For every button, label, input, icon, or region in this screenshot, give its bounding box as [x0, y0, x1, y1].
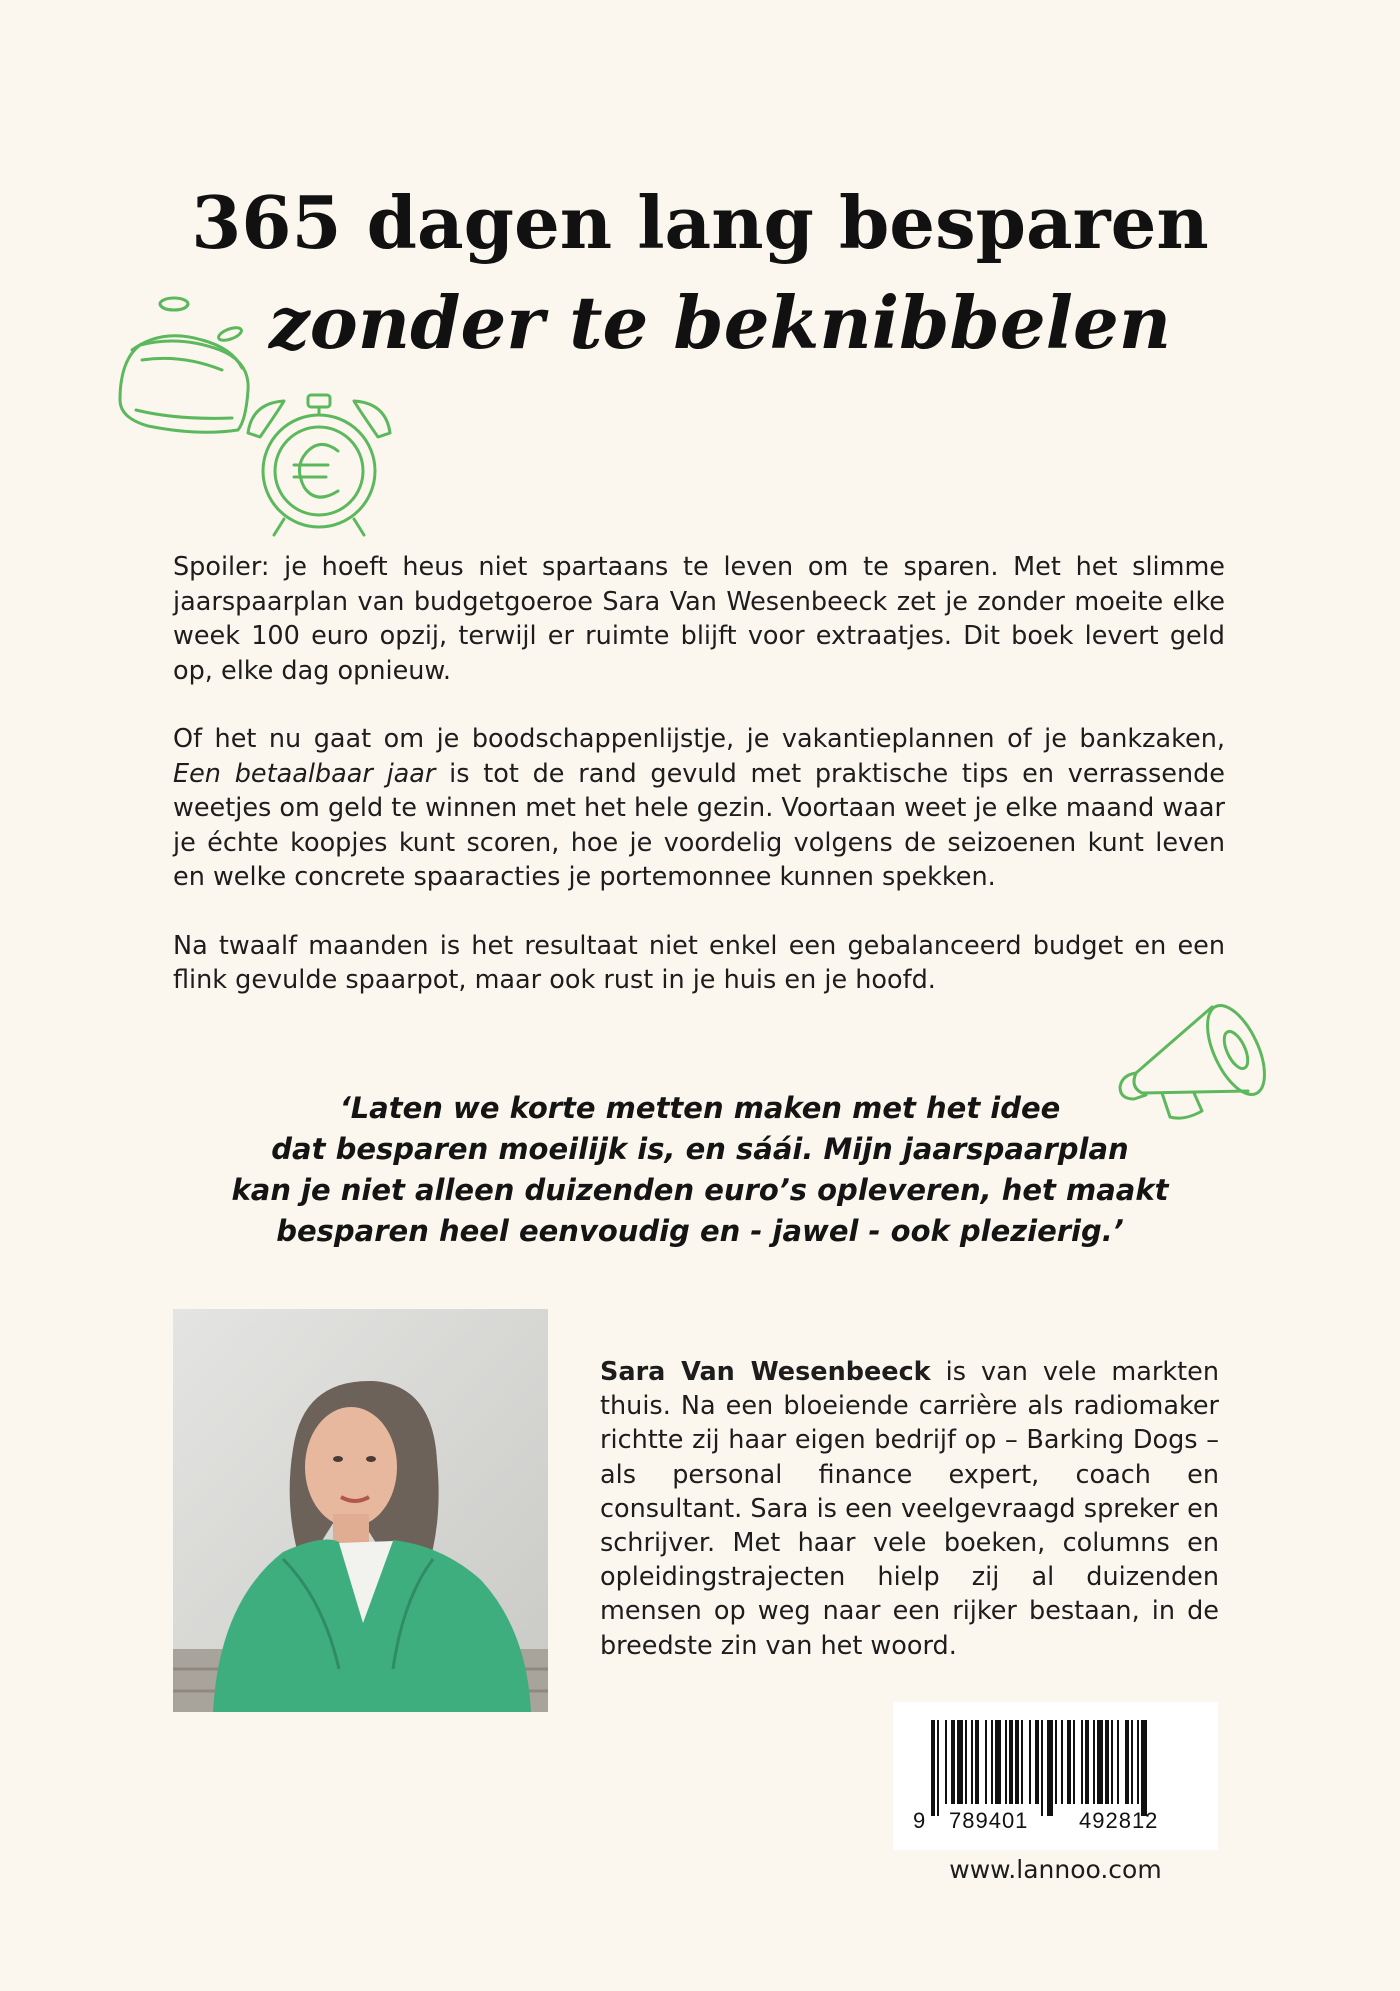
barcode-bar	[995, 1720, 1001, 1804]
barcode-bar	[957, 1720, 963, 1804]
barcode-bar	[1093, 1720, 1095, 1804]
barcode-bar	[1029, 1720, 1031, 1804]
barcode-group-1: 789401	[949, 1808, 1029, 1833]
author-photo	[173, 1309, 548, 1712]
quote-line: besparen heel eenvoudig en - jawel - ook plezierig.’	[276, 1214, 1124, 1248]
barcode-bar	[1105, 1720, 1109, 1804]
barcode-bar	[1085, 1720, 1089, 1804]
barcode-bar	[975, 1720, 979, 1804]
author-quote	[195, 1088, 1205, 1252]
author-name: Sara Van Wesenbeeck	[600, 1357, 931, 1387]
book-subtitle: zonder te beknibbelen	[268, 280, 1172, 365]
paragraph-content-start: Of het nu gaat om je boodschappenlijstje, je vakantieplannen of je bankzaken,	[173, 724, 1225, 754]
barcode-bar	[1125, 1720, 1129, 1804]
barcode-bar	[1111, 1720, 1113, 1804]
barcode-bar	[1035, 1720, 1039, 1804]
barcode-bar	[937, 1720, 939, 1816]
author-bio	[600, 1355, 1219, 1663]
barcode-bar	[985, 1720, 987, 1804]
barcode-bar	[965, 1720, 967, 1804]
barcode-bar	[1047, 1720, 1053, 1816]
purse-icon	[112, 290, 262, 450]
publisher-website[interactable]: www.lannoo.com	[949, 1855, 1162, 1884]
book-title-inline: Een betaalbaar jaar	[173, 758, 436, 789]
barcode-bar	[1009, 1720, 1013, 1804]
description	[173, 550, 1225, 1032]
barcode-bar	[1021, 1720, 1023, 1804]
barcode-bar	[951, 1720, 955, 1804]
quote-line: ‘Laten we korte metten maken met het idee	[339, 1091, 1061, 1125]
isbn-barcode	[893, 1702, 1218, 1850]
barcode-bar	[1131, 1720, 1133, 1804]
alarm-clock-euro-icon	[244, 393, 394, 538]
barcode-bar	[1141, 1720, 1147, 1816]
barcode-bar	[931, 1720, 935, 1816]
barcode-group-2: 492812	[1079, 1808, 1159, 1833]
barcode-bar	[1097, 1720, 1103, 1804]
paragraph-result: Na twaalf maanden is het resultaat niet enkel een gebalanceerd budget en een flink gevulde spaarpot, maar ook rust in je huis en je hoofd.	[173, 930, 1225, 995]
barcode-bar	[945, 1720, 947, 1804]
barcode-bars	[893, 1702, 1218, 1850]
barcode-bar	[1005, 1720, 1007, 1804]
barcode-bar	[1137, 1720, 1139, 1804]
barcode-bar	[1117, 1720, 1119, 1804]
paragraph-intro: Spoiler: je hoeft heus niet spartaans te leven om te sparen. Met het slimme jaarspaarplan van budgetgoeroe Sara Van Wesenbeeck zet je zonder moeite elke week 100 euro opzij, terwijl er ruimte blijft voor extraatjes. Dit boek levert geld op, elke dag opnieuw.	[173, 552, 1225, 686]
barcode-bar	[1015, 1720, 1019, 1804]
barcode-bar	[1061, 1720, 1063, 1804]
quote-line: dat besparen moeilijk is, en sáái. Mijn jaarspaarplan	[271, 1132, 1129, 1166]
author-bio-text: is van vele markten thuis. Na een bloeiende carrière als radiomaker richtte zij haar eigen bedrijf op – Barking Dogs – als personal finance expert, coach en consultant. Sara is een veelgevraagd spreker en schrijver. Met haar vele boeken, columns en opleidingstrajecten hielp zij al duizenden mensen op weg naar een rijker bestaan, in de breedste zin van het woord.	[600, 1357, 1219, 1661]
barcode-bar	[1073, 1720, 1075, 1804]
barcode-bar	[1055, 1720, 1057, 1804]
paragraph-content	[173, 722, 1225, 895]
barcode-bar	[971, 1720, 973, 1804]
barcode-lead-digit: 9	[913, 1808, 927, 1833]
barcode-bar	[1081, 1720, 1083, 1804]
quote-line: kan je niet alleen duizenden euro’s opleveren, het maakt	[231, 1173, 1169, 1207]
barcode-bar	[1041, 1720, 1043, 1816]
book-title: 365 dagen lang besparen	[191, 180, 1209, 265]
barcode-bar	[991, 1720, 993, 1804]
barcode-bar	[1067, 1720, 1071, 1804]
paragraph-content-rest: is tot de rand gevuld met praktische tips en verrassende weetjes om geld te winnen met het hele gezin. Voortaan weet je elke maand waar je échte koopjes kunt scoren, hoe je voordelig volgens de seizoenen kunt leven en welke concrete spaaracties je portemonnee kunnen spekken.	[173, 758, 1225, 892]
